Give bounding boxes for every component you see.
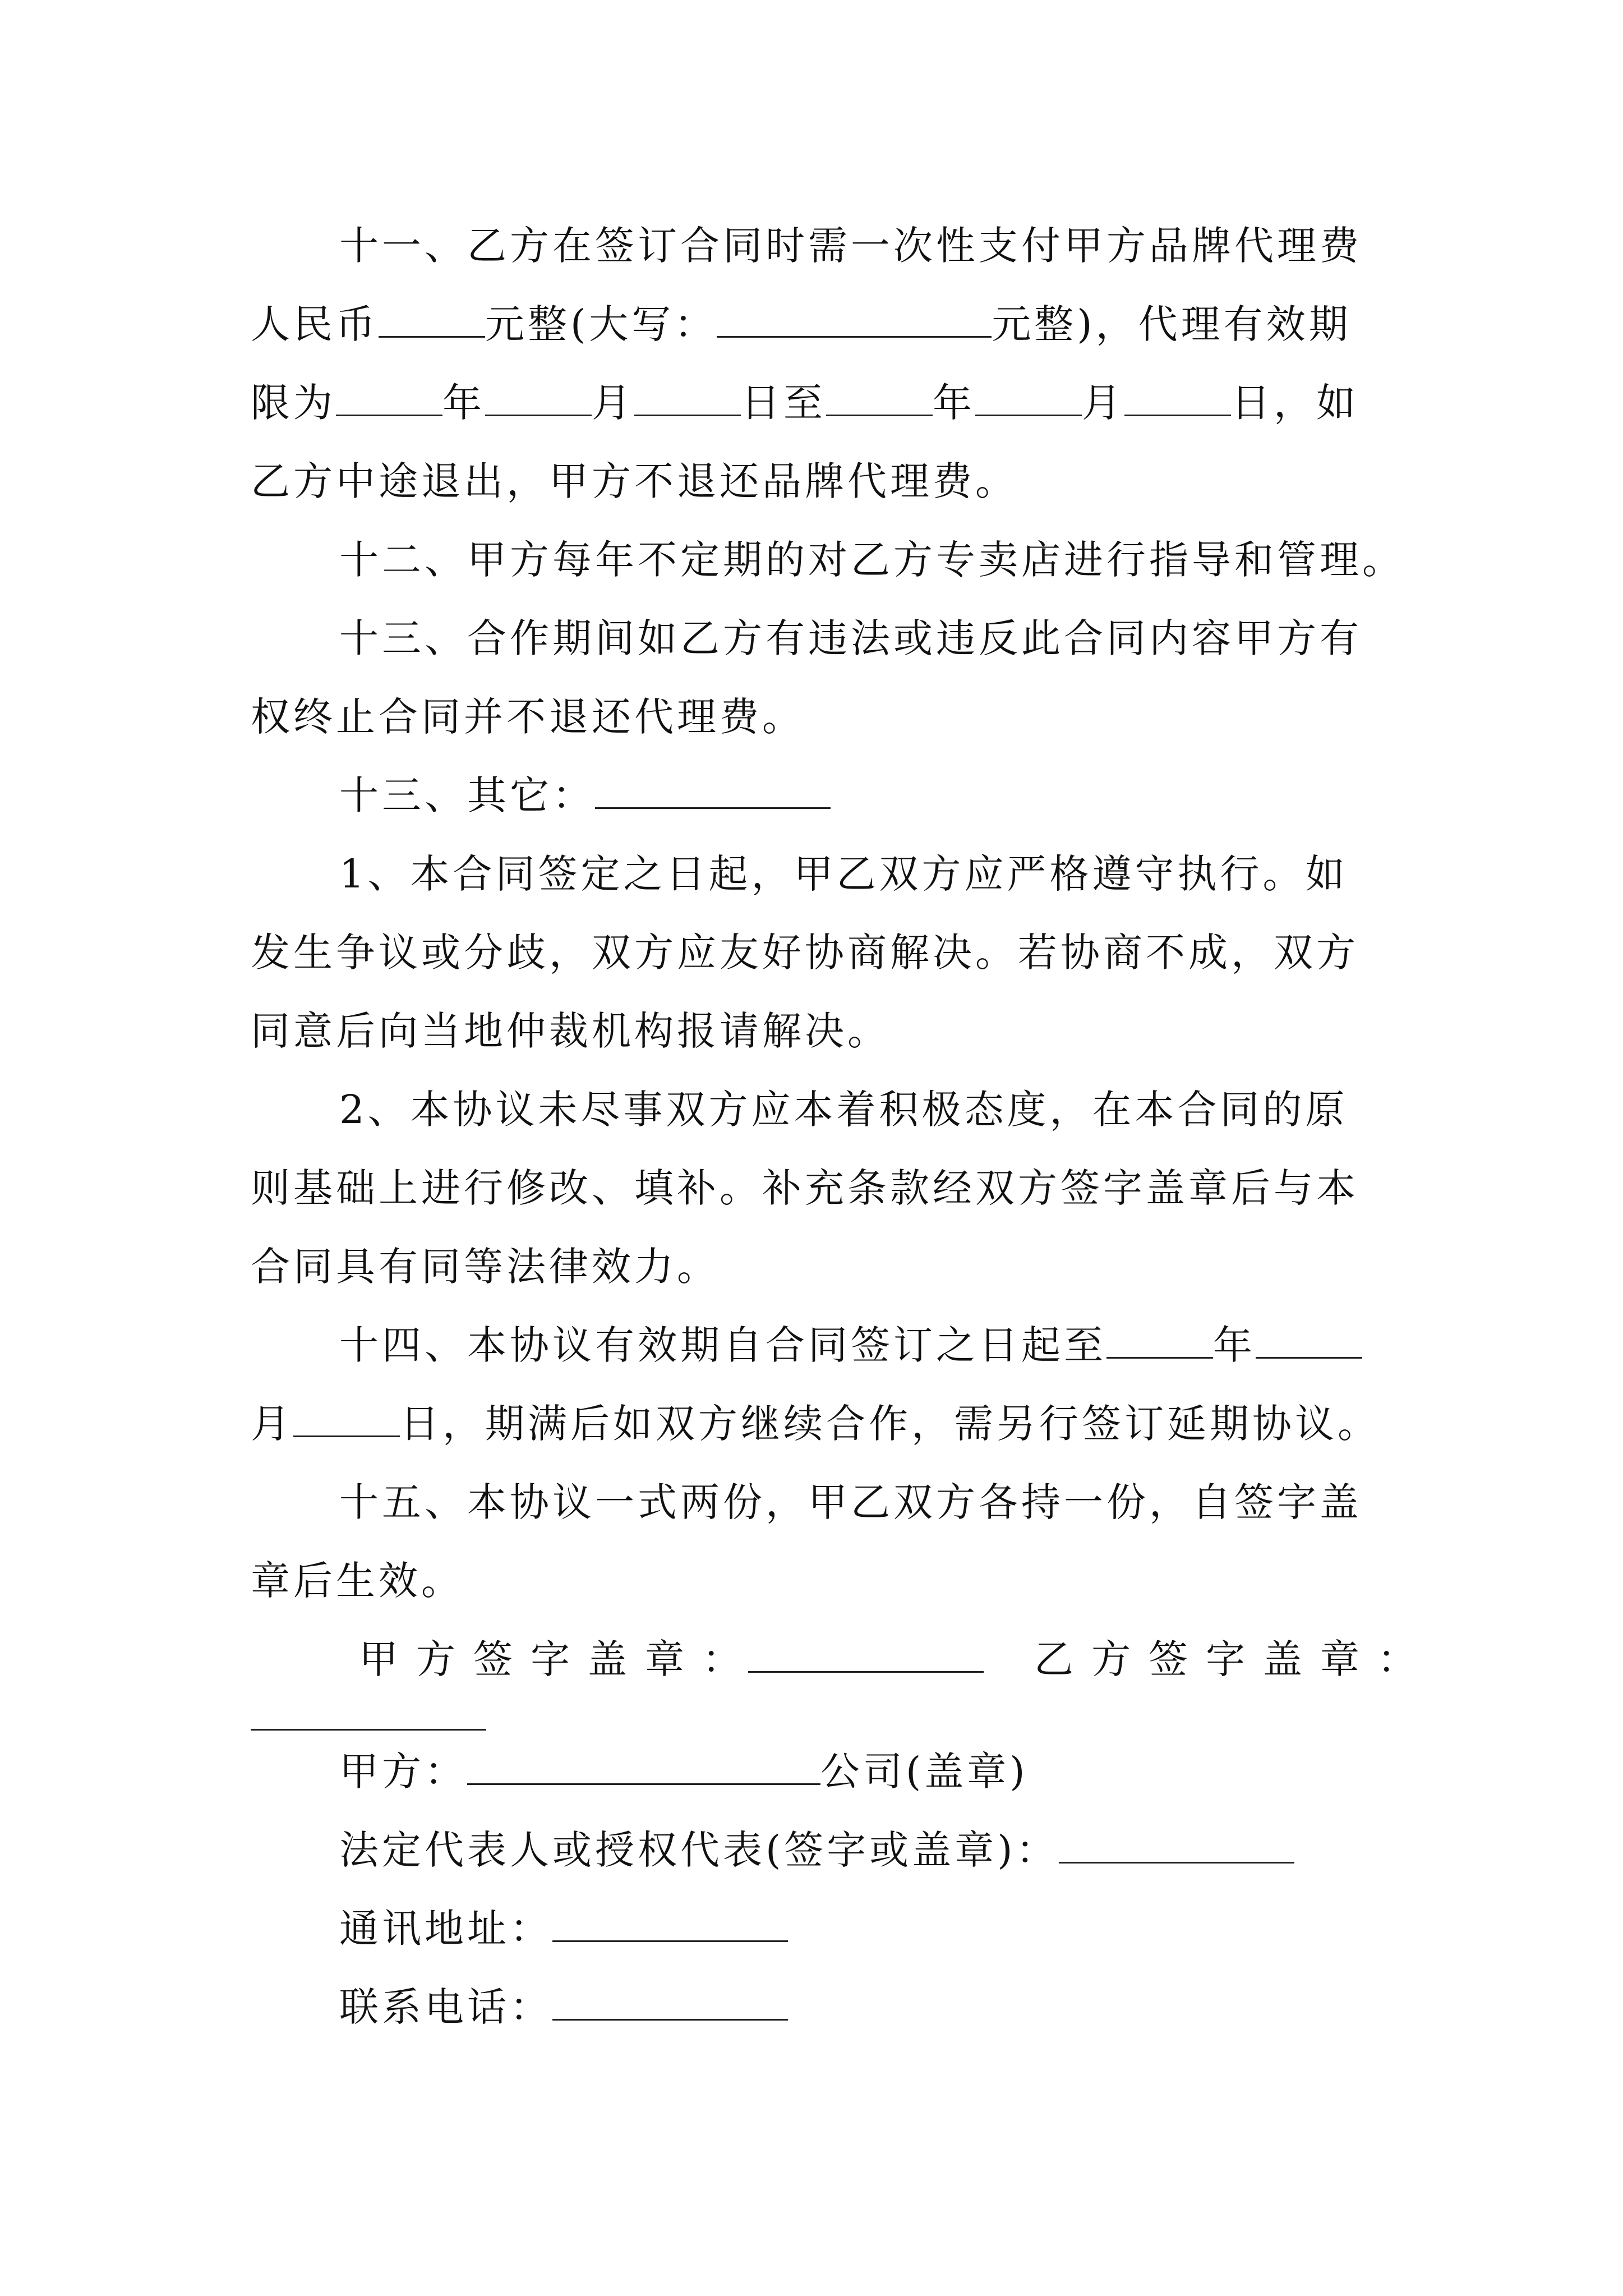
clause-13-other [339, 762, 1405, 829]
representative-blank[interactable] [1059, 1818, 1294, 1864]
other-item-2-line-3 [251, 1233, 1395, 1300]
clause-text: 则基础上进行修改、填补。补充条款经双方签字盖章后与本 [251, 1165, 1359, 1211]
clause-text: 章后生效。 [251, 1558, 464, 1604]
clause-text: 2、本协议未尽事双方应本着积极态度，在本合同的原 [339, 1087, 1348, 1133]
clause-11-line-3 [251, 369, 1395, 436]
party-a-suffix: 公司(盖章) [820, 1749, 1029, 1795]
clause-12 [339, 526, 1405, 593]
clause-14-line-1 [339, 1312, 1405, 1379]
expiry-year-blank[interactable] [1106, 1313, 1213, 1359]
clause-text: 十五、本协议一式两份，甲乙双方各持一份，自签字盖 [339, 1479, 1362, 1525]
amount-in-words-blank[interactable] [717, 292, 992, 338]
clause-text: 限为 [251, 380, 336, 426]
end-month-blank[interactable] [975, 371, 1082, 416]
company-name-blank[interactable] [467, 1740, 820, 1785]
clause-11-line-4 [251, 448, 1395, 515]
clause-13-line-2 [251, 683, 1395, 751]
clause-text: 发生争议或分歧，双方应友好协商解决。若协商不成，双方 [251, 930, 1359, 976]
clause-text: 年 [933, 380, 975, 426]
party-a-label: 甲方： [339, 1749, 467, 1795]
phone-blank[interactable] [552, 1975, 788, 2021]
clause-text: 月 [592, 380, 634, 426]
clause-text: 权终止合同并不退还代理费。 [251, 694, 805, 740]
signature-line [359, 1626, 1435, 1693]
clause-text: 月 [251, 1401, 293, 1447]
clause-text: 月 [1082, 380, 1124, 426]
expiry-month-blank[interactable] [1256, 1313, 1362, 1359]
clause-text: 年 [1213, 1322, 1256, 1368]
clause-text: 元整)，代理有效期 [992, 301, 1352, 347]
address-line [339, 1895, 1405, 1962]
party-b-sign-blank[interactable] [251, 1729, 486, 1731]
party-b-sign-label: 乙方签字盖章： [1034, 1636, 1435, 1682]
clause-text: 日，如 [1231, 380, 1359, 426]
clause-13-line-1 [339, 605, 1405, 672]
phone-label: 联系电话： [339, 1984, 552, 2030]
start-year-blank[interactable] [336, 371, 442, 416]
other-item-1-line-1 [339, 840, 1405, 908]
clause-text: 1、本合同签定之日起，甲乙双方应严格遵守执行。如 [339, 851, 1348, 897]
representative-label: 法定代表人或授权代表(签字或盖章)： [339, 1827, 1059, 1873]
other-terms-blank[interactable] [595, 763, 831, 809]
address-blank[interactable] [552, 1897, 788, 1942]
other-item-2-line-2 [251, 1154, 1395, 1222]
party-a-sign-label: 甲方签字盖章： [359, 1636, 759, 1682]
clause-text: 乙方中途退出，甲方不退还品牌代理费。 [251, 458, 1018, 504]
clause-14-line-2 [251, 1390, 1395, 1457]
start-day-blank[interactable] [634, 371, 741, 416]
clause-text: 十三、其它： [339, 772, 595, 818]
end-year-blank[interactable] [826, 371, 933, 416]
clause-text: 年 [442, 380, 485, 426]
amount-blank[interactable] [379, 292, 485, 338]
party-a-line [339, 1738, 1405, 1805]
start-month-blank[interactable] [485, 371, 592, 416]
clause-text: 合同具有同等法律效力。 [251, 1244, 720, 1290]
clause-11-line-1 [339, 212, 1405, 279]
expiry-day-blank[interactable] [293, 1392, 400, 1437]
clause-text: 元整(大写： [485, 301, 717, 347]
clause-text: 十一、乙方在签订合同时需一次性支付甲方品牌代理费 [339, 223, 1362, 269]
clause-text: 人民币 [251, 301, 379, 347]
other-item-2-line-1 [339, 1076, 1405, 1143]
clause-text: 日，期满后如双方继续合作，需另行签订延期协议。 [400, 1401, 1380, 1447]
other-item-1-line-2 [251, 919, 1395, 986]
clause-15-line-2 [251, 1547, 1395, 1614]
clause-text: 十三、合作期间如乙方有违法或违反此合同内容甲方有 [339, 615, 1362, 661]
clause-text: 十四、本协议有效期自合同签订之日起至 [339, 1322, 1106, 1368]
address-label: 通讯地址： [339, 1906, 552, 1952]
representative-line [339, 1816, 1405, 1884]
other-item-1-line-3 [251, 997, 1395, 1065]
clause-text: 十二、甲方每年不定期的对乙方专卖店进行指导和管理。 [339, 537, 1405, 583]
clause-11-line-2 [251, 291, 1395, 358]
party-a-sign-blank[interactable] [748, 1627, 984, 1673]
clause-15-line-1 [339, 1469, 1405, 1536]
clause-text: 同意后向当地仲裁机构报请解决。 [251, 1008, 890, 1054]
end-day-blank[interactable] [1124, 371, 1231, 416]
clause-text: 日至 [741, 380, 826, 426]
phone-line [339, 1973, 1405, 2041]
